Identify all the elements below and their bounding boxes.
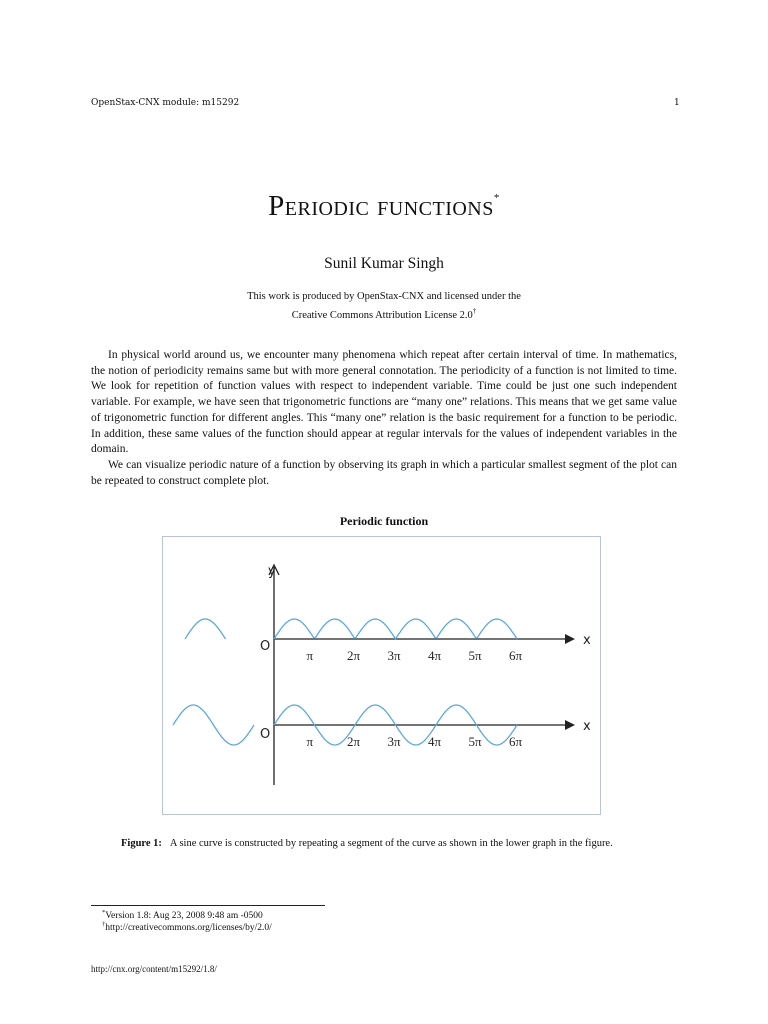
upper-tick-label: 5π [468, 648, 482, 663]
lower-segment-wave [173, 705, 254, 745]
footnote-1-text: Version 1.8: Aug 23, 2008 9:48 am -0500 [105, 911, 263, 921]
upper-segment-arch [185, 619, 226, 639]
author-name: Sunil Kumar Singh [324, 255, 444, 272]
periodic-function-graph [163, 537, 602, 816]
origin-upper-label: O [260, 639, 271, 654]
title-footnote-mark: * [493, 192, 500, 204]
upper-tick-label: 2π [347, 648, 361, 663]
paragraph-2: We can visualize periodic nature of a function by observing its graph in which a particular smallest segment of the plot can be repeated to construct complete plot. [91, 458, 677, 487]
lower-tick-label: 4π [428, 734, 442, 749]
upper-tick-label: 4π [428, 648, 442, 663]
footnote-1-mark: * [102, 909, 106, 916]
x-axis-lower-arrowhead [565, 720, 575, 730]
upper-abs-sine-curve [274, 619, 517, 639]
upper-tick-label: 3π [387, 648, 401, 663]
x-axis-upper-arrowhead [565, 634, 575, 644]
lower-tick-label: 3π [387, 734, 401, 749]
license-line-2: Creative Commons Attribution License 2.0 [291, 310, 473, 321]
curves [173, 619, 517, 745]
license-line-2-wrap [0, 304, 768, 323]
x-axis-upper-label: x [583, 633, 591, 648]
body-text [91, 348, 677, 489]
license-footnote-mark: † [472, 307, 477, 315]
license-line-1: This work is produced by OpenStax-CNX and licensed under the [247, 291, 521, 302]
lower-tick-label: π [306, 734, 314, 749]
caption-label: Figure 1: [121, 838, 162, 849]
title-text: Periodic functions [268, 190, 494, 222]
x-ticks-lower [307, 734, 523, 749]
figure-caption [121, 836, 651, 851]
x-ticks-upper [307, 648, 523, 663]
footnote-1 [102, 909, 263, 921]
lower-tick-label: 5π [468, 734, 482, 749]
paragraph-1: In physical world around us, we encounter many phenomena which repeat after certain interval of time. In mathematics, the notion of periodicity remains same but with more general connotation. The periodicity of a function is not limited to time. We look for repetition of function values with respect to independent variable. Time could be just one such independent variable. For example, we have seen that trigonometric functions are “many one” relations. This means that we get same value of trigonometric function for different angles. This “many one” relation is the basic requirement for a function to be periodic. In addition, these same values of the function should appear at regular intervals for the values of independent variables in the domain. [91, 349, 677, 456]
footnote-2 [102, 921, 272, 933]
footer-url: http://cnx.org/content/m15292/1.8/ [91, 964, 217, 974]
x-axis-lower-label: x [583, 719, 591, 734]
figure-title: Periodic function [339, 514, 429, 528]
y-axis-label: y [268, 564, 276, 579]
caption-text: A sine curve is constructed by repeating a segment of the curve as shown in the lower graph in the figure. [169, 838, 613, 849]
page-number: 1 [674, 98, 680, 108]
footnote-divider [91, 905, 325, 906]
license-notice [0, 289, 768, 323]
footnote-2-text: http://creativecommons.org/licenses/by/2.0/ [105, 923, 272, 933]
upper-tick-label: π [306, 648, 314, 663]
lower-tick-label: 6π [509, 734, 523, 749]
figure-frame [162, 536, 601, 815]
running-header-module: OpenStax-CNX module: m15292 [91, 98, 240, 108]
origin-lower-label: O [260, 727, 271, 742]
upper-tick-label: 6π [509, 648, 523, 663]
document-title [0, 190, 768, 223]
lower-tick-label: 2π [347, 734, 361, 749]
footnote-2-mark: † [102, 921, 106, 928]
